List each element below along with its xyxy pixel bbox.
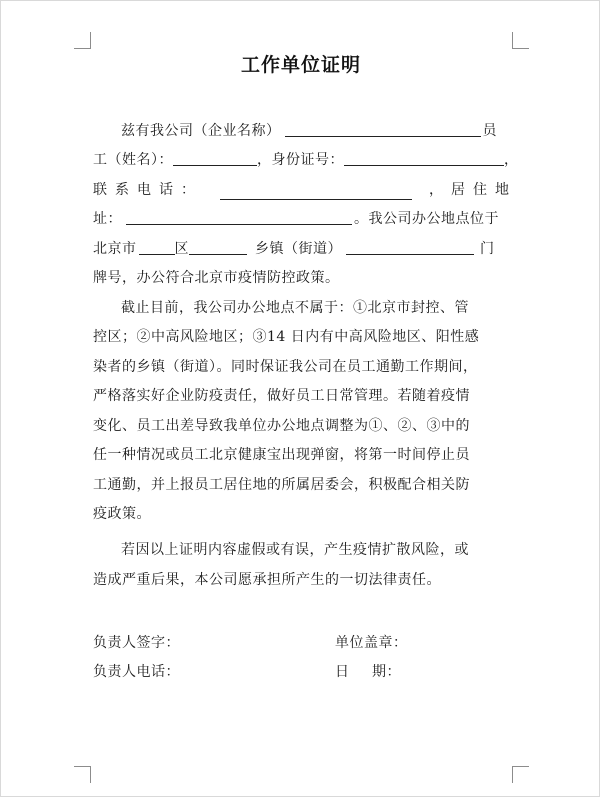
id-number-blank[interactable] [344,147,504,166]
town-blank[interactable] [189,236,247,255]
employee-name-blank[interactable] [173,147,257,166]
crop-mark-bottom-right [512,766,529,783]
body-line-1 [93,118,517,144]
responsible-sign-label: 负责人签字： [93,635,180,651]
doorplate-blank[interactable] [346,236,474,255]
unit-seal-label: 单位盖章： [335,635,408,651]
body-line-12: 任一种情况或员工北京健康宝出现弹窗，将第一时间停止员 [93,447,470,463]
town-street-text: 乡镇（街道） [255,241,342,257]
body-line-13: 工通勤，并上报员工居住地的所属居委会，积极配合相关防 [93,477,470,493]
door-text: 门 [480,241,495,257]
id-number-label: ，身份证号： [257,152,344,168]
residence-label: ，居住地 [429,182,517,198]
employee-suffix-text: 员 [482,123,497,139]
body-line-6: 牌号，办公符合北京市疫情防控政策。 [93,270,340,286]
body-line-16: 造成严重后果，本公司愿承担所产生的一切法律责任。 [93,572,441,588]
body-line-7: 截止目前，我公司办公地点不属于：①北京市封控、管 [121,300,469,316]
crop-mark-top-right [512,32,529,49]
body-line-3 [93,177,517,203]
company-name-blank[interactable] [285,118,481,137]
address-blank[interactable] [126,206,352,225]
body-line-4 [93,206,517,232]
crop-mark-top-left [74,32,91,49]
body-line-5 [93,236,517,262]
district-blank[interactable] [139,236,175,255]
body-line-11: 变化、员工出差导致我单位办公地点调整为①、②、③中的 [93,418,470,434]
body-line-15: 若因以上证明内容虚假或有误，产生疫情扩散风险，或 [121,542,469,558]
phone-label: 联系电话： [93,182,203,198]
company-intro-text: 兹有我公司（企业名称） [121,123,281,139]
body-line-2 [93,147,517,173]
beijing-city-text: 北京市 [93,241,137,257]
crop-mark-bottom-left [74,766,91,783]
employee-name-label: 工（姓名）： [93,152,173,168]
comma-text: ， [504,152,519,168]
phone-blank[interactable] [220,181,412,200]
body-line-14: 疫政策。 [93,506,151,522]
responsible-phone-label: 负责人电话： [93,664,180,680]
date-label-day: 日 [335,664,350,680]
district-text: 区 [174,241,189,257]
body-line-10: 严格落实好企业防疫责任，做好员工日常管理。若随着疫情 [93,388,470,404]
office-location-text: 。我公司办公地点位于 [354,211,499,227]
body-line-8: 控区；②中高风险地区；③14 日内有中高风险地区、阳性感 [93,329,480,345]
document-title: 工作单位证明 [240,54,361,76]
body-line-9: 染者的乡镇（街道）。同时保证我公司在员工通勤工作期间， [93,359,478,375]
date-label-colon: 期： [372,664,401,680]
address-label: 址： [93,211,122,227]
